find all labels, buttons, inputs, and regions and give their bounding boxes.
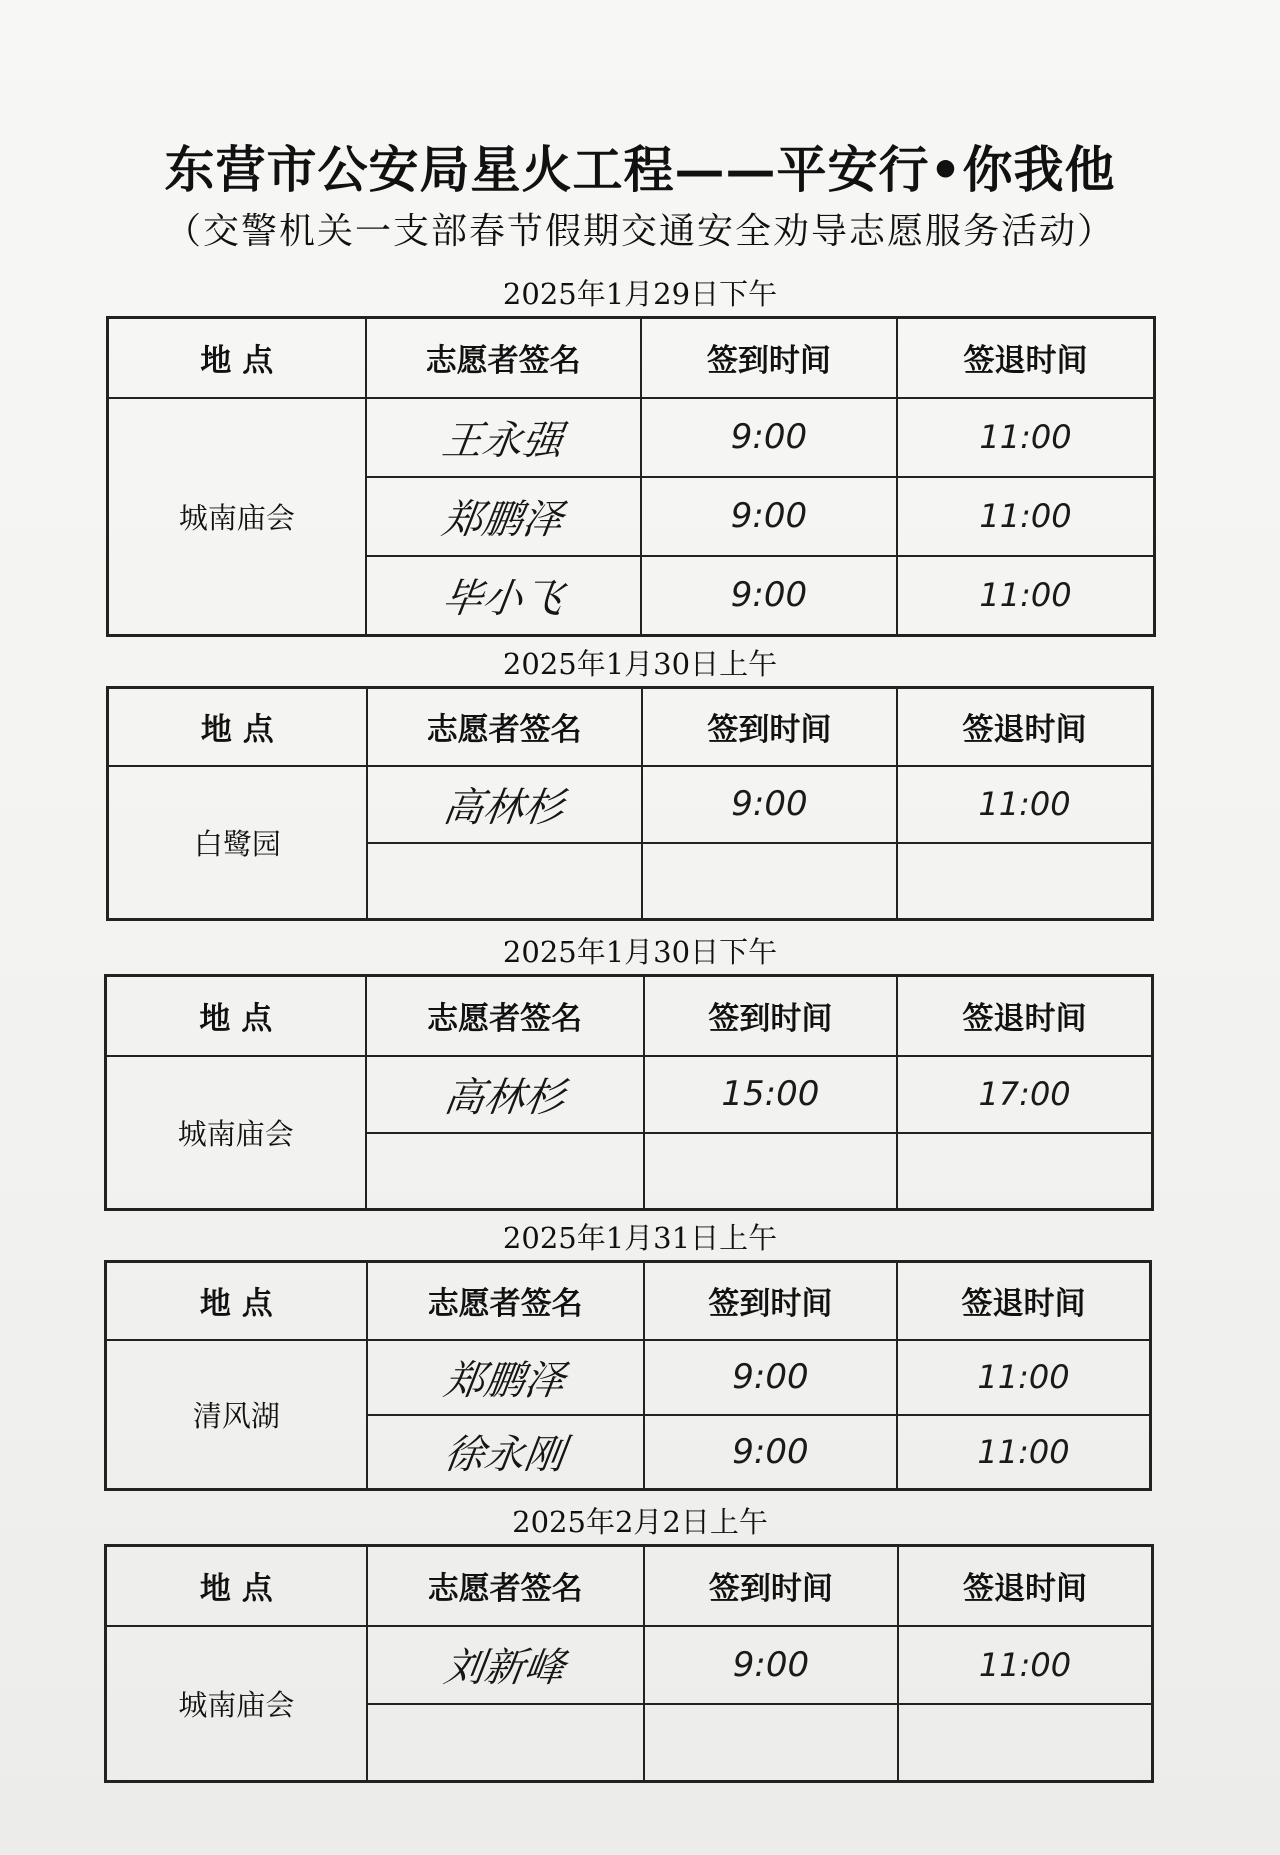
header-volunteer: 志愿者签名 bbox=[367, 1546, 644, 1626]
sign-out-cell bbox=[897, 477, 1154, 556]
document-title: 东营市公安局星火工程——平安行•你我他 bbox=[164, 140, 1116, 199]
sign-out-cell bbox=[897, 843, 1152, 920]
signature-cell bbox=[367, 1704, 644, 1782]
volunteer-signature: 王永强 bbox=[439, 417, 566, 464]
sign-in-cell bbox=[641, 398, 897, 477]
table-row bbox=[106, 1056, 1153, 1133]
sign-out-cell bbox=[897, 766, 1152, 843]
signin-table bbox=[104, 1544, 1154, 1783]
sign-out-time: 11:00 bbox=[979, 497, 1072, 535]
session-date: 2025年1月30日上午 bbox=[502, 647, 778, 681]
signin-table bbox=[104, 1260, 1152, 1491]
table-row bbox=[106, 1340, 1151, 1415]
sign-in-time: 9:00 bbox=[732, 1644, 810, 1685]
table-header-row bbox=[106, 1262, 1151, 1340]
volunteer-signature: 高林杉 bbox=[440, 784, 567, 831]
location-cell: 白鹭园 bbox=[108, 766, 367, 920]
sign-out-time: 11:00 bbox=[977, 1358, 1070, 1396]
table-row bbox=[108, 766, 1153, 843]
session-date: 2025年1月30日下午 bbox=[502, 935, 778, 969]
document-subtitle: （交警机关一支部春节假期交通安全劝导志愿服务活动） bbox=[164, 211, 1115, 252]
location-cell: 城南庙会 bbox=[106, 1626, 367, 1782]
sign-in-cell bbox=[644, 1704, 898, 1782]
volunteer-signature: 郑鹏泽 bbox=[441, 1357, 568, 1404]
header-location: 地 点 bbox=[106, 1262, 367, 1340]
header-volunteer: 志愿者签名 bbox=[367, 1262, 644, 1340]
sign-out-cell bbox=[897, 1415, 1150, 1490]
signin-table bbox=[104, 974, 1154, 1211]
signature-cell bbox=[367, 1626, 644, 1704]
table-header-row bbox=[106, 1546, 1153, 1626]
header-sign-in: 签到时间 bbox=[644, 1262, 897, 1340]
sign-out-cell bbox=[897, 1056, 1152, 1133]
header-sign-out: 签退时间 bbox=[897, 688, 1152, 766]
table-row bbox=[106, 1626, 1153, 1704]
volunteer-signature: 高林杉 bbox=[440, 1074, 568, 1121]
signature-cell bbox=[367, 1340, 644, 1415]
sign-in-cell bbox=[644, 1056, 897, 1133]
session-date: 2025年1月29日下午 bbox=[502, 277, 778, 311]
session-date: 2025年2月2日上午 bbox=[512, 1505, 768, 1539]
sign-in-time: 9:00 bbox=[730, 575, 808, 616]
signature-cell bbox=[366, 1133, 644, 1210]
sign-in-cell bbox=[641, 477, 897, 556]
signin-table bbox=[106, 686, 1154, 921]
signature-cell bbox=[366, 398, 641, 477]
sign-in-cell bbox=[644, 1133, 897, 1210]
location-cell: 清风湖 bbox=[106, 1340, 367, 1490]
sign-in-cell bbox=[642, 843, 897, 920]
location-cell: 城南庙会 bbox=[106, 1056, 366, 1210]
sign-in-time: 9:00 bbox=[732, 1357, 809, 1397]
volunteer-signature: 刘新峰 bbox=[441, 1645, 568, 1691]
table-header-row bbox=[108, 318, 1155, 398]
table-header-row bbox=[108, 688, 1153, 766]
header-sign-out: 签退时间 bbox=[898, 1546, 1152, 1626]
sign-out-time: 11:00 bbox=[978, 785, 1071, 823]
signature-cell bbox=[366, 1056, 644, 1133]
header-location: 地 点 bbox=[108, 688, 367, 766]
header-sign-in: 签到时间 bbox=[644, 1546, 898, 1626]
signature-cell bbox=[367, 766, 642, 843]
sign-in-cell bbox=[644, 1626, 898, 1704]
sign-in-time: 9:00 bbox=[730, 417, 808, 457]
sign-in-time: 9:00 bbox=[732, 1431, 809, 1472]
header-volunteer: 志愿者签名 bbox=[366, 318, 641, 398]
header-volunteer: 志愿者签名 bbox=[367, 688, 642, 766]
table-row bbox=[108, 398, 1155, 477]
header-volunteer: 志愿者签名 bbox=[366, 976, 644, 1056]
header-sign-out: 签退时间 bbox=[897, 1262, 1150, 1340]
sign-out-cell bbox=[897, 398, 1154, 477]
signature-cell bbox=[366, 477, 641, 556]
sign-in-cell bbox=[644, 1415, 897, 1490]
signature-cell bbox=[367, 843, 642, 920]
sign-out-time: 11:00 bbox=[979, 576, 1072, 615]
signature-cell bbox=[367, 1415, 644, 1490]
sign-out-time: 11:00 bbox=[979, 418, 1072, 456]
sign-in-time: 15:00 bbox=[721, 1074, 820, 1114]
session-date: 2025年1月31日上午 bbox=[502, 1221, 778, 1255]
header-sign-in: 签到时间 bbox=[641, 318, 897, 398]
sign-out-time: 11:00 bbox=[977, 1432, 1070, 1471]
header-sign-out: 签退时间 bbox=[897, 318, 1154, 398]
header-sign-in: 签到时间 bbox=[642, 688, 897, 766]
header-location: 地 点 bbox=[108, 318, 366, 398]
volunteer-signature: 徐永刚 bbox=[441, 1432, 568, 1479]
header-location: 地 点 bbox=[106, 1546, 367, 1626]
header-location: 地 点 bbox=[106, 976, 366, 1056]
location-cell: 城南庙会 bbox=[108, 398, 366, 636]
volunteer-signature: 毕小飞 bbox=[439, 575, 566, 622]
sign-in-time: 9:00 bbox=[730, 496, 808, 536]
signature-cell bbox=[366, 556, 641, 636]
sign-out-cell bbox=[897, 556, 1154, 636]
table-header-row bbox=[106, 976, 1153, 1056]
volunteer-signature: 郑鹏泽 bbox=[439, 496, 566, 543]
header-sign-out: 签退时间 bbox=[897, 976, 1152, 1056]
header-sign-in: 签到时间 bbox=[644, 976, 897, 1056]
sign-in-time: 9:00 bbox=[731, 784, 808, 824]
sign-out-cell bbox=[897, 1133, 1152, 1210]
sign-out-cell bbox=[898, 1704, 1152, 1782]
sign-out-cell bbox=[897, 1340, 1150, 1415]
sign-out-time: 17:00 bbox=[978, 1075, 1071, 1113]
sign-in-cell bbox=[644, 1340, 897, 1415]
sign-out-cell bbox=[898, 1626, 1152, 1704]
sign-in-cell bbox=[642, 766, 897, 843]
sign-in-cell bbox=[641, 556, 897, 636]
sign-out-time: 11:00 bbox=[978, 1645, 1072, 1684]
signin-table bbox=[106, 316, 1156, 637]
